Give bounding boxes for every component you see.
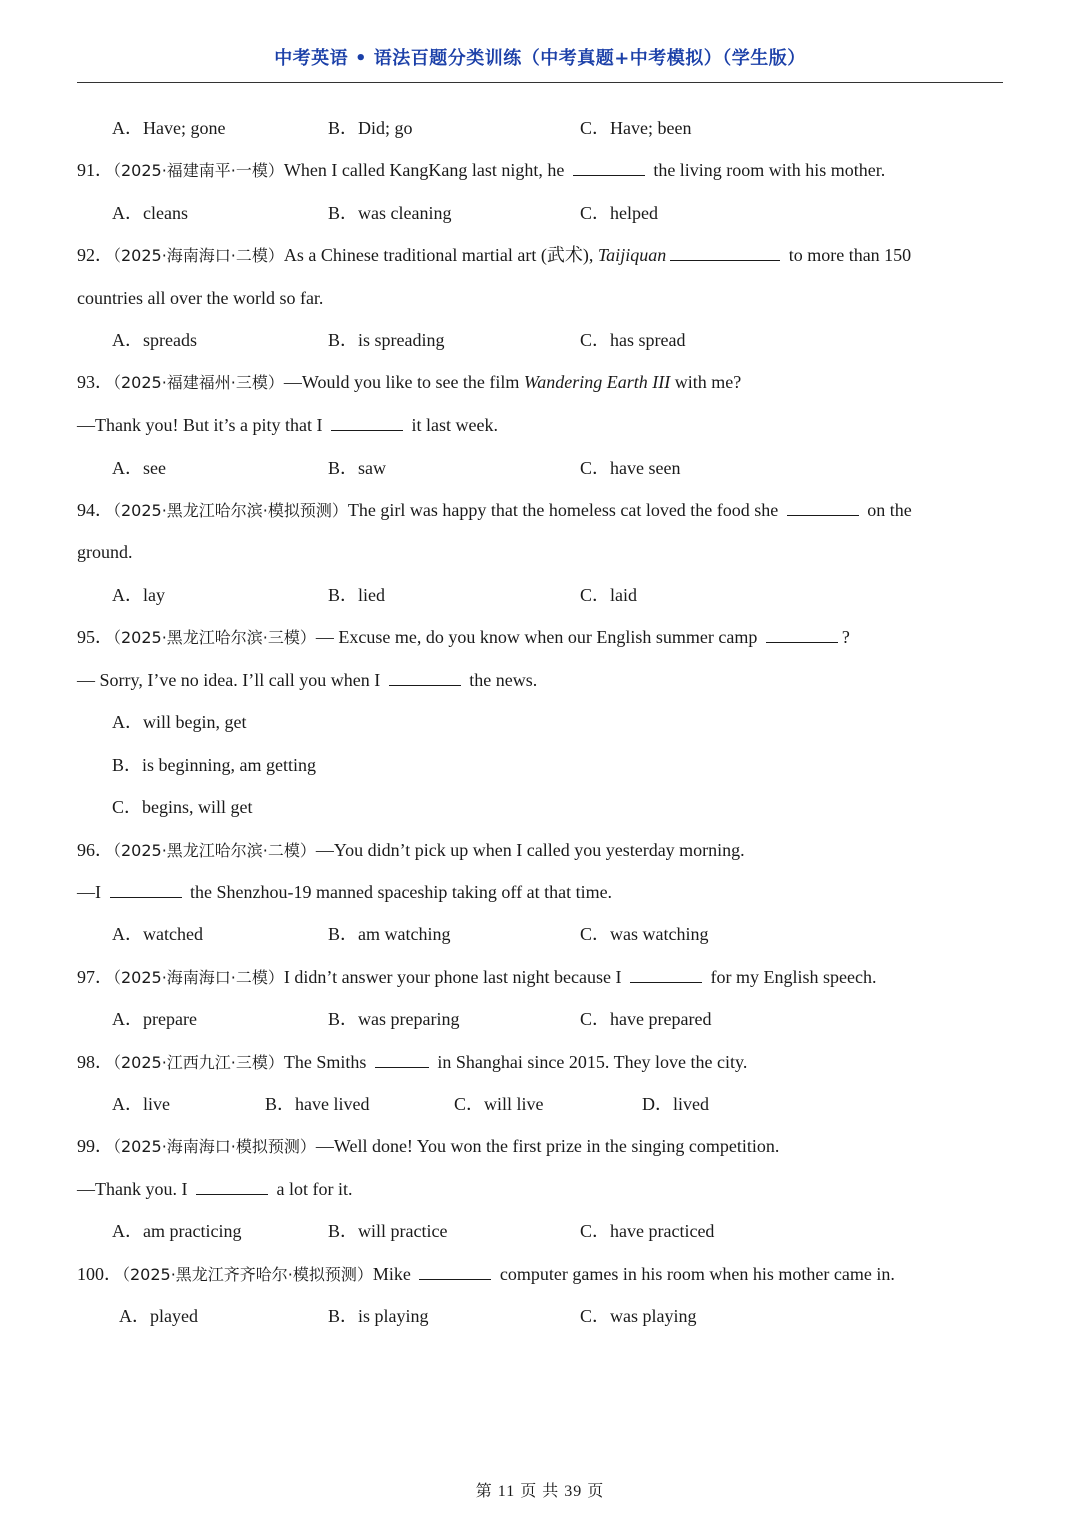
- stem-text: —Well done! You won the first prize in the singing competition.: [315, 1136, 780, 1156]
- stem-text: it last week.: [406, 415, 498, 435]
- answer-blank: [787, 499, 859, 516]
- page-header-title: 中考英语 • 语法百题分类训练（中考真题+中考模拟）（学生版）: [274, 48, 806, 69]
- question-92-stem-line2: countries all over the world so far.: [77, 288, 324, 308]
- question-92-stem: [77, 243, 911, 267]
- question-source: （2025·黑龙江哈尔滨·模拟预测）: [113, 501, 348, 520]
- stem-italic-term: Wandering Earth III: [523, 372, 671, 392]
- stem-text: The Smiths: [283, 1052, 371, 1072]
- question-99-option-c: C．have practiced: [580, 1221, 715, 1241]
- question-91-option-c: C．helped: [580, 203, 658, 223]
- question-93-option-a: A．see: [112, 458, 166, 478]
- question-98-option-c: C．will live: [454, 1094, 544, 1114]
- stem-text: Mike: [372, 1264, 416, 1284]
- question-source: （2025·江西九江·三模）: [113, 1053, 284, 1072]
- question-source: （2025·福建南平·一模）: [113, 161, 284, 180]
- question-93-stem-line2: [77, 413, 498, 437]
- question-number: 95．: [77, 627, 113, 647]
- question-source: （2025·海南海口·二模）: [113, 246, 284, 265]
- question-97-option-a: A．prepare: [112, 1009, 197, 1029]
- question-100-option-b: B．is playing: [328, 1306, 429, 1326]
- stem-text: As a Chinese traditional martial art (武术),: [283, 245, 598, 265]
- question-number: 100．: [77, 1264, 122, 1284]
- question-source: （2025·黑龙江齐齐哈尔·模拟预测）: [122, 1265, 373, 1284]
- question-100-option-a: A．played: [119, 1306, 198, 1326]
- question-number: 98．: [77, 1052, 113, 1072]
- question-95-option-c: C．begins, will get: [112, 797, 253, 817]
- stem-text: —Would you like to see the film: [283, 372, 524, 392]
- answer-blank: [375, 1051, 429, 1068]
- stem-text: — Sorry, I’ve no idea. I’ll call you when I: [77, 670, 385, 690]
- stem-text: —Thank you! But it’s a pity that I: [77, 415, 327, 435]
- stem-text: the news.: [464, 670, 538, 690]
- question-98-option-a: A．live: [112, 1094, 170, 1114]
- prev-option-a: A．Have; gone: [112, 118, 226, 138]
- stem-text: I didn’t answer your phone last night because I: [283, 967, 626, 987]
- question-97-stem: [77, 965, 876, 989]
- question-91-option-a: A．cleans: [112, 203, 188, 223]
- question-92-option-a: A．spreads: [112, 330, 197, 350]
- stem-text: the Shenzhou-19 manned spaceship taking off at that time.: [185, 882, 613, 902]
- answer-blank: [331, 414, 403, 431]
- question-source: （2025·海南海口·模拟预测）: [113, 1137, 316, 1156]
- question-91-stem: [77, 158, 885, 182]
- question-96-option-b: B．am watching: [328, 924, 451, 944]
- question-95-stem-line2: [77, 668, 537, 692]
- prev-option-b: B．Did; go: [328, 118, 413, 138]
- question-source: （2025·福建福州·三模）: [113, 373, 284, 392]
- question-96-option-c: C．was watching: [580, 924, 709, 944]
- question-99-stem-line2: [77, 1177, 352, 1201]
- answer-blank: [573, 159, 645, 176]
- stem-italic-term: Taijiquan: [597, 245, 667, 265]
- question-95-stem: [77, 625, 850, 649]
- stem-text: with me?: [670, 372, 742, 392]
- question-number: 96．: [77, 840, 113, 860]
- question-92-option-b: B．is spreading: [328, 330, 445, 350]
- stem-text: — Excuse me, do you know when our English summer camp: [315, 627, 762, 647]
- stem-text: —I: [77, 882, 106, 902]
- question-98-stem: [77, 1050, 747, 1074]
- question-number: 97．: [77, 967, 113, 987]
- prev-option-c: C．Have; been: [580, 118, 692, 138]
- answer-blank: [419, 1263, 491, 1280]
- question-94-option-b: B．lied: [328, 585, 385, 605]
- stem-text: ?: [841, 627, 850, 647]
- question-94-option-a: A．lay: [112, 585, 165, 605]
- stem-text: the living room with his mother.: [648, 160, 886, 180]
- stem-text: to more than 150: [784, 245, 912, 265]
- stem-text: for my English speech.: [706, 967, 877, 987]
- stem-text: a lot for it.: [271, 1179, 353, 1199]
- question-91-option-b: B．was cleaning: [328, 203, 452, 223]
- question-100-stem: [77, 1262, 895, 1286]
- question-94-stem-line2: ground.: [77, 542, 133, 562]
- answer-blank: [670, 244, 780, 261]
- answer-blank: [110, 881, 182, 898]
- question-94-stem: [77, 498, 912, 522]
- question-number: 93．: [77, 372, 113, 392]
- answer-blank: [766, 626, 838, 643]
- question-96-stem-line2: [77, 880, 612, 904]
- question-source: （2025·海南海口·二模）: [113, 968, 284, 987]
- question-99-option-b: B．will practice: [328, 1221, 448, 1241]
- question-99-option-a: A．am practicing: [112, 1221, 242, 1241]
- question-93-stem: [77, 370, 741, 394]
- answer-blank: [389, 669, 461, 686]
- question-source: （2025·黑龙江哈尔滨·二模）: [113, 841, 316, 860]
- stem-text: on the: [862, 500, 912, 520]
- question-97-option-b: B．was preparing: [328, 1009, 460, 1029]
- question-number: 92．: [77, 245, 113, 265]
- answer-blank: [630, 966, 702, 983]
- question-97-option-c: C．have prepared: [580, 1009, 712, 1029]
- question-96-stem: [77, 838, 745, 862]
- question-93-option-c: C．have seen: [580, 458, 681, 478]
- page-number-footer: 第 11 页 共 39 页: [475, 1483, 605, 1500]
- stem-text: —You didn’t pick up when I called you yesterday morning.: [315, 840, 745, 860]
- question-number: 91．: [77, 160, 113, 180]
- header-divider: [77, 82, 1003, 83]
- question-92-option-c: C．has spread: [580, 330, 686, 350]
- question-98-option-b: B．have lived: [265, 1094, 370, 1114]
- stem-text: —Thank you. I: [77, 1179, 192, 1199]
- answer-blank: [196, 1178, 268, 1195]
- stem-text: The girl was happy that the homeless cat loved the food she: [347, 500, 783, 520]
- question-99-stem: [77, 1134, 779, 1158]
- question-94-option-c: C．laid: [580, 585, 637, 605]
- question-96-option-a: A．watched: [112, 924, 203, 944]
- question-number: 94．: [77, 500, 113, 520]
- question-95-option-a: A．will begin, get: [112, 712, 247, 732]
- stem-text: in Shanghai since 2015. They love the city.: [432, 1052, 748, 1072]
- question-source: （2025·黑龙江哈尔滨·三模）: [113, 628, 316, 647]
- stem-text: computer games in his room when his mother came in.: [495, 1264, 895, 1284]
- question-95-option-b: B．is beginning, am getting: [112, 755, 316, 775]
- question-100-option-c: C．was playing: [580, 1306, 697, 1326]
- question-93-option-b: B．saw: [328, 458, 386, 478]
- stem-text: When I called KangKang last night, he: [283, 160, 569, 180]
- question-number: 99．: [77, 1136, 113, 1156]
- question-98-option-d: D．lived: [642, 1094, 709, 1114]
